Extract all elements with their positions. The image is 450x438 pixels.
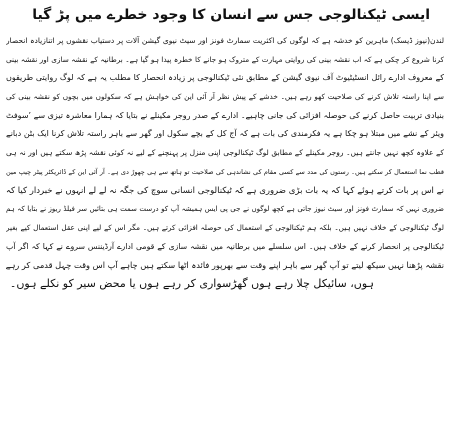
body-line: نقشہ پڑھنا نہیں سیکھ لیتے تو آپ گھر سے باہر اپنے وقت سے بھرپور فائدہ اٹھا سکتے ہیں چاہے آپ اس وقت چہل قدمی کر رہے [6,260,444,271]
body-line: ٹیکنالوجی پر انحصار کرنے کے خلاف ہیں۔ اس سلسلے میں برطانیہ میں نقشہ سازی کے قومی ادارے آرڈیننس سروے نے کہا کہ اگر آپ [6,241,444,251]
body-line: کے علاوہ کچھ نہیں جانتے ہیں۔ روجر مکینلے کے مطابق لوگ ٹیکنالوجی اپنی منزل پر پہنچنے کے لیے نہ کوئی نقشہ پڑھ سکتے ہیں اور نہ ہی [6,148,444,158]
body-line: نے اس پر بات کرتے ہوئے کہا کہ یہ بات بڑی ضروری ہے کہ ٹیکنالوجی انسانی سوچ کی جگہ نہ لے لے انہوں نے خبردار کیا کہ [6,185,444,196]
body-line: لوگ ٹیکنالوجی کے خلاف نہیں ہیں۔ بلکہ ہم ٹیکنالوجی کے استعمال کی حوصلہ افزائی کرتے ہیں۔ مگر اس کے لیے اپنی عقل استعمال کیے بغیر [6,222,444,232]
body-line: قطب نما استعمال کر سکتے ہیں۔ رستوں کی مدد سے کسی مقام کی نشاندہی کی صلاحیت تو ہاتھ سے ہی چھوڑ دی ہے۔ آر آئی این کے ڈائریکٹر پیٹر چیپ مین [6,167,444,176]
body-line: کے معروف ادارے رائل انسٹیٹیوٹ آف نیوی گیشن کے مطابق نئی ٹیکنالوجی پر زیادہ انحصار کا مطلب یہ ہے کہ لوگ روایتی طریقوں [6,73,444,83]
headline: ایسی ٹیکنالوجی جس سے انسان کا وجود خطرے میں پڑ گیا [32,7,430,23]
body-line: سے اپنا راستہ تلاش کرنے کی صلاحیت کھو رہے ہیں۔ خدشے کے پیش نظر آر آئی این کی خواہش ہے کہ سکولوں میں بچوں کو نقشہ بینی کی [6,92,444,102]
body-line-last: ہوں، سائیکل چلا رہے ہوں گھڑسواری کر رہے ہوں یا محض سیر کو نکلے ہوں۔ [9,276,374,290]
body-line: بنیادی تربیت حاصل کرنے کی حوصلہ افزائی کی جانی چاہیے۔ ادارے کے صدر روجر مکینلے نے بتایا کہ ہمارا معاشرہ تیزی سے ’سوفٹ [6,110,444,120]
body-line: لندن(نیوز ڈیسک) ماہرین کو خدشہ ہے کہ لوگوں کی اکثریت سمارٹ فونز اور سیٹ نیوی گیشن آلات پر دستیاب نقشوں پر اتنازیادہ انحصار [6,36,444,45]
body-line: ویئر کے نشے میں مبتلا ہو چکا ہے یہ فکرمندی کی بات ہے کہ آج کل کے بچے سکول اور گھر سے باہر راستہ تلاش کرنا ایک بٹن دبانے [6,129,444,139]
body-line: کرنا شروع کر چکی ہے کہ اب نقشہ بینی کی روایتی مہارت کے متروک ہو جانے کا خطرہ پیدا ہو گیا ہے۔ برطانیہ کے نقشہ سازی اور نقشہ بینی [6,54,444,64]
article-body [6,32,444,294]
body-line: ضروری نہیں کہ سمارٹ فونز اور سیٹ نیوز جاتی ہے کچھ لوگوں نے جی پی ایس ہمیشہ آپ کو درست سمت ہی بتائیں سر فیلڈ ریوز نے بتایا کہ ہم [6,205,444,214]
